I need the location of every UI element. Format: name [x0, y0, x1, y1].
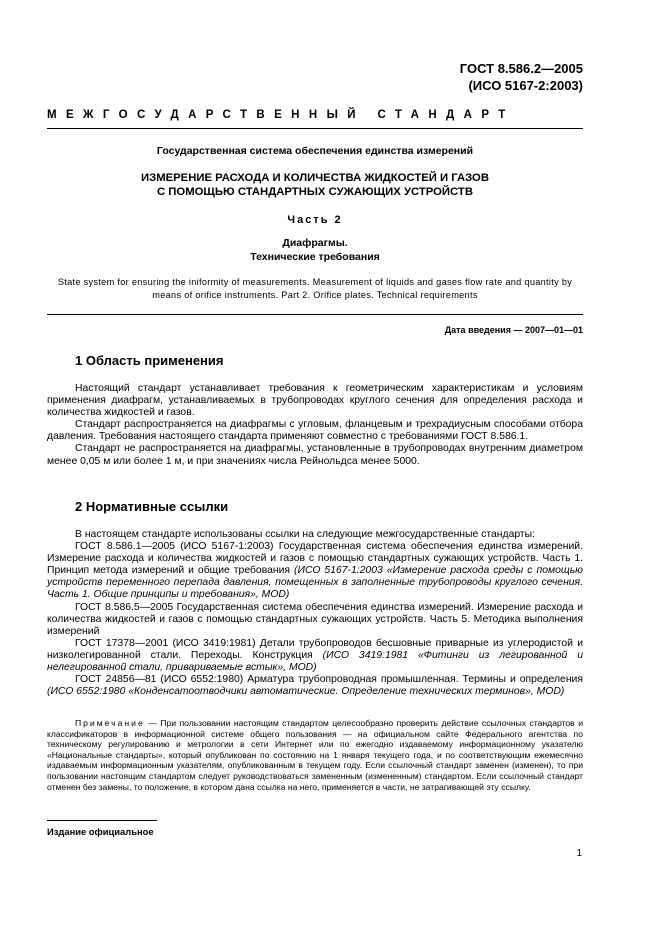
subtitle — [47, 236, 583, 264]
section-2-body — [47, 529, 583, 698]
reference-3-text: ГОСТ 17378—2001 (ИСО 3419:1981) Детали трубопроводов бесшовные приварные из углеродистой и низколегированной стали. Переходы. Конструкция — [47, 637, 583, 661]
standard-type: МЕЖГОСУДАРСТВЕННЫЙ СТАНДАРТ — [47, 109, 515, 121]
title-line-1: ИЗМЕРЕНИЕ РАСХОДА И КОЛИЧЕСТВА ЖИДКОСТЕЙ И ГАЗОВ — [141, 172, 489, 184]
reference-3 — [47, 638, 583, 674]
title-line-2: С ПОМОЩЬЮ СТАНДАРТНЫХ СУЖАЮЩИХ УСТРОЙСТВ — [157, 186, 473, 198]
reference-2: ГОСТ 8.586.5—2005 Государственная система обеспечения единства измерений. Измерение расхода и количества жидкостей и газов с помощью стандартных сужающих устройств. Часть 5. Методика выполнения измерений — [47, 601, 583, 637]
reference-3-iso: (ИСО 3419:1981 «Фитинги из легированной и нелегированной стали, привариваемые встык», MOD) — [47, 649, 583, 674]
footer-rule — [47, 820, 157, 821]
reference-4 — [47, 674, 583, 698]
note — [47, 718, 583, 792]
edition-label: Издание официальное — [47, 826, 154, 837]
subtitle-line-1: Диафрагмы. — [282, 237, 348, 249]
note-text: — При пользовании настоящим стандартом целесообразно проверить действие ссылочных стандартов и классификаторов в информационной системе общего пользования — на официальном сайте Федерального агентства по техническому регулированию и метрологии в сети Интернет или по ежегодно издаваемому информационному указателю «Национальные стандарты», который опубликован по состоянию на 1 января текущего года, и по соответствующим ежемесячно издаваемым информационным указателям, опубликованным в текущем году. Если ссылочный стандарт заменен (изменен), то при пользовании настоящим стандартом следует руководствоваться замененным (измененным) стандартом. Если ссылочный стандарт отменен без замены, то положение, в котором дана ссылка на него, применяется в части, не затрагивающей эту ссылку. — [47, 718, 583, 792]
reference-1 — [47, 541, 583, 601]
note-label: Примечание — [75, 718, 145, 728]
standard-code: ГОСТ 8.586.2—2005 — [459, 61, 583, 76]
title-rule — [47, 314, 583, 315]
document-title — [47, 171, 583, 199]
section-1-body — [47, 383, 583, 468]
part-label: Часть 2 — [287, 214, 343, 226]
section-1-heading: 1 Область применения — [75, 353, 224, 368]
system-title: Государственная система обеспечения единства измерений — [156, 145, 474, 157]
reference-1-text: ГОСТ 8.586.1—2005 (ИСО 5167-1:2003) Государственная система обеспечения единства измерений. Измерение расхода и количества жидкостей и газов с помощью стандартных сужающих устройств. Часть 1. Принцип метода измерений и общие требования — [47, 541, 583, 577]
subtitle-line-2: Технические требования — [250, 251, 380, 263]
page-number: 1 — [576, 848, 582, 859]
reference-4-text: ГОСТ 24856—81 (ИСО 6552:1980) Арматура трубопроводная промышленная. Термины и определения — [75, 674, 583, 686]
reference-4-iso: (ИСО 6552:1980 «Конденсатоотводчики автоматические. Определение технических терминов», MOD) — [47, 686, 565, 698]
english-title: State system for ensuring the iniformity of measurements. Measurement of liquids and gases flow rate and quantity by means of orifice instruments. Part 2. Orifice plates. Technical requirements — [57, 277, 573, 300]
intro-date: Дата введения — 2007—01—01 — [444, 325, 583, 335]
section-2-heading: 2 Нормативные ссылки — [75, 499, 229, 514]
top-rule — [47, 128, 583, 129]
reference-1-iso: (ИСО 5167-1:2003 «Измерение расхода среды с помощью устройств переменного перепада давления, помещенных в заполненные трубопроводы круглого сечения. Часть 1. Общие принципы и требования», MOD) — [47, 565, 583, 601]
section-2-intro: В настоящем стандарте использованы ссылки на следующие межгосударственные стандарты: — [75, 529, 536, 540]
section-1-paragraph-1: Настоящий стандарт устанавливает требования к геометрическим характеристикам и условиям применения диафрагм, устанавливаемых в трубопроводах круглого сечения для определения расхода и количества жидкостей и газов. — [47, 383, 583, 419]
standard-code-iso: (ИСО 5167-2:2003) — [468, 78, 583, 93]
section-1-paragraph-2: Стандарт распространяется на диафрагмы с угловым, фланцевым и трехрадиусным способами отбора давления. Требования настоящего стандарта применяют совместно с требованиями ГОСТ 8.586.1. — [47, 419, 583, 443]
section-1-paragraph-3: Стандарт не распространяется на диафрагмы, установленные в трубопроводах внутренним диаметром менее 0,05 м или более 1 м, и при значениях числа Рейнольдса менее 5000. — [47, 443, 583, 467]
